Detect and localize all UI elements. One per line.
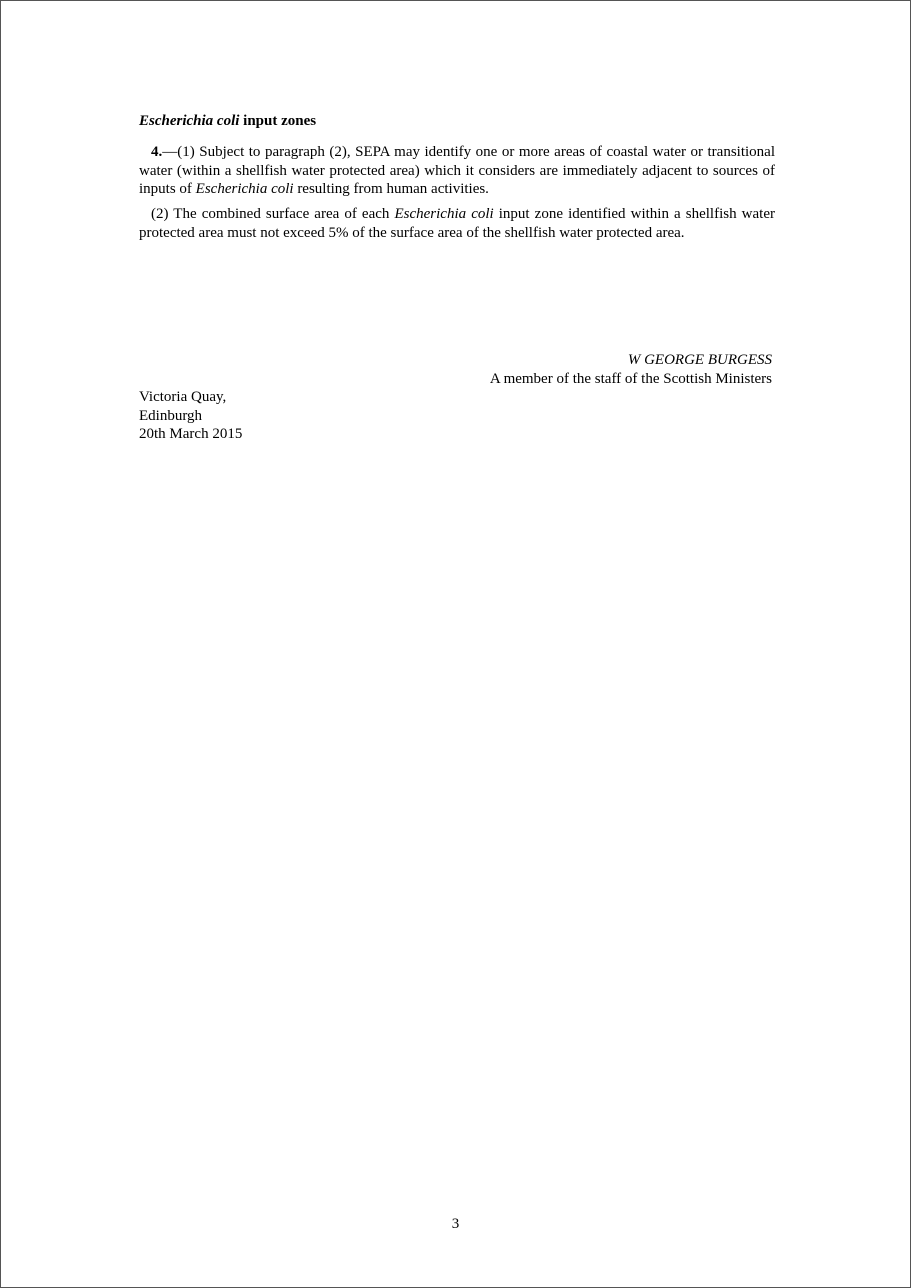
section-heading-rest: input zones bbox=[239, 113, 317, 129]
paragraph-2-text-b: input zone identified within a shellfish water protected area must not exceed 5% of the surface area of the shellfish water protected area. bbox=[139, 206, 775, 241]
paragraph-1 bbox=[139, 143, 775, 199]
section-heading-italic: Escherichia coli bbox=[139, 113, 240, 129]
paragraph-2 bbox=[139, 205, 775, 242]
paragraph-1-number: 4. bbox=[151, 144, 163, 160]
signatory-name: W GEORGE BURGESS bbox=[627, 352, 772, 368]
section-heading bbox=[139, 112, 316, 131]
paragraph-2-text-a: (2) The combined surface area of each bbox=[151, 206, 395, 222]
place-line-2: Edinburgh bbox=[139, 407, 203, 424]
page-number: 3 bbox=[451, 1216, 460, 1232]
place-line-1: Victoria Quay, bbox=[139, 389, 227, 405]
signing-date: 20th March 2015 bbox=[139, 426, 243, 442]
signature-block bbox=[490, 351, 772, 388]
paragraph-1-text-a: —(1) Subject to paragraph (2), SEPA may identify one or more areas of coastal water or transitional water (within a shellfish water protected area) which it considers are immediately adjacent to sources of inputs of bbox=[139, 144, 775, 197]
signatory-role: A member of the staff of the Scottish Ministers bbox=[489, 370, 772, 387]
paragraph-1-italic: Escherichia coli bbox=[195, 181, 294, 197]
place-date-block bbox=[139, 388, 242, 444]
paragraph-1-text-b: resulting from human activities. bbox=[293, 181, 489, 197]
paragraph-2-italic: Escherichia coli bbox=[394, 206, 494, 222]
